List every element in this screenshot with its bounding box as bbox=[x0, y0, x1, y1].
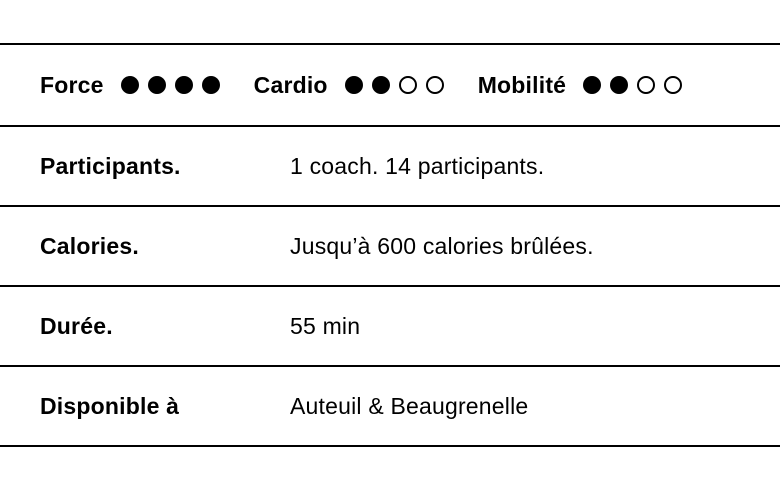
participants-value: 1 coach. 14 participants. bbox=[290, 152, 545, 179]
filled-dot-icon bbox=[202, 76, 220, 94]
rating-force bbox=[40, 72, 220, 99]
filled-dot-icon bbox=[121, 76, 139, 94]
rating-mobilite bbox=[478, 72, 682, 99]
disponible-value: Auteuil & Beaugrenelle bbox=[290, 392, 529, 419]
rating-mobilite-label: Mobilité bbox=[477, 71, 567, 98]
participants-label: Participants. bbox=[40, 152, 181, 179]
filled-dot-icon bbox=[583, 76, 601, 94]
filled-dot-icon bbox=[372, 76, 390, 94]
filled-dot-icon bbox=[175, 76, 193, 94]
filled-dot-icon bbox=[610, 76, 628, 94]
empty-dot-icon bbox=[637, 76, 655, 94]
duree-value: 55 min bbox=[290, 312, 361, 339]
filled-dot-icon bbox=[345, 76, 363, 94]
empty-dot-icon bbox=[664, 76, 682, 94]
table-row-disponible bbox=[0, 367, 780, 447]
rating-cardio bbox=[254, 72, 444, 99]
ratings-row bbox=[0, 45, 780, 127]
empty-dot-icon bbox=[399, 76, 417, 94]
rating-force-label: Force bbox=[40, 71, 104, 98]
empty-dot-icon bbox=[426, 76, 444, 94]
rating-mobilite-dots bbox=[583, 76, 682, 94]
rating-force-dots bbox=[121, 76, 220, 94]
rating-cardio-dots bbox=[345, 76, 444, 94]
calories-value: Jusqu’à 600 calories brûlées. bbox=[290, 232, 594, 259]
duree-label: Durée. bbox=[40, 312, 113, 339]
rating-cardio-label: Cardio bbox=[253, 71, 328, 98]
filled-dot-icon bbox=[148, 76, 166, 94]
calories-label: Calories. bbox=[40, 232, 139, 259]
table-row-calories bbox=[0, 207, 780, 287]
class-spec-table bbox=[0, 43, 780, 447]
table-row-participants bbox=[0, 127, 780, 207]
table-row-duree bbox=[0, 287, 780, 367]
disponible-label: Disponible à bbox=[40, 392, 180, 419]
